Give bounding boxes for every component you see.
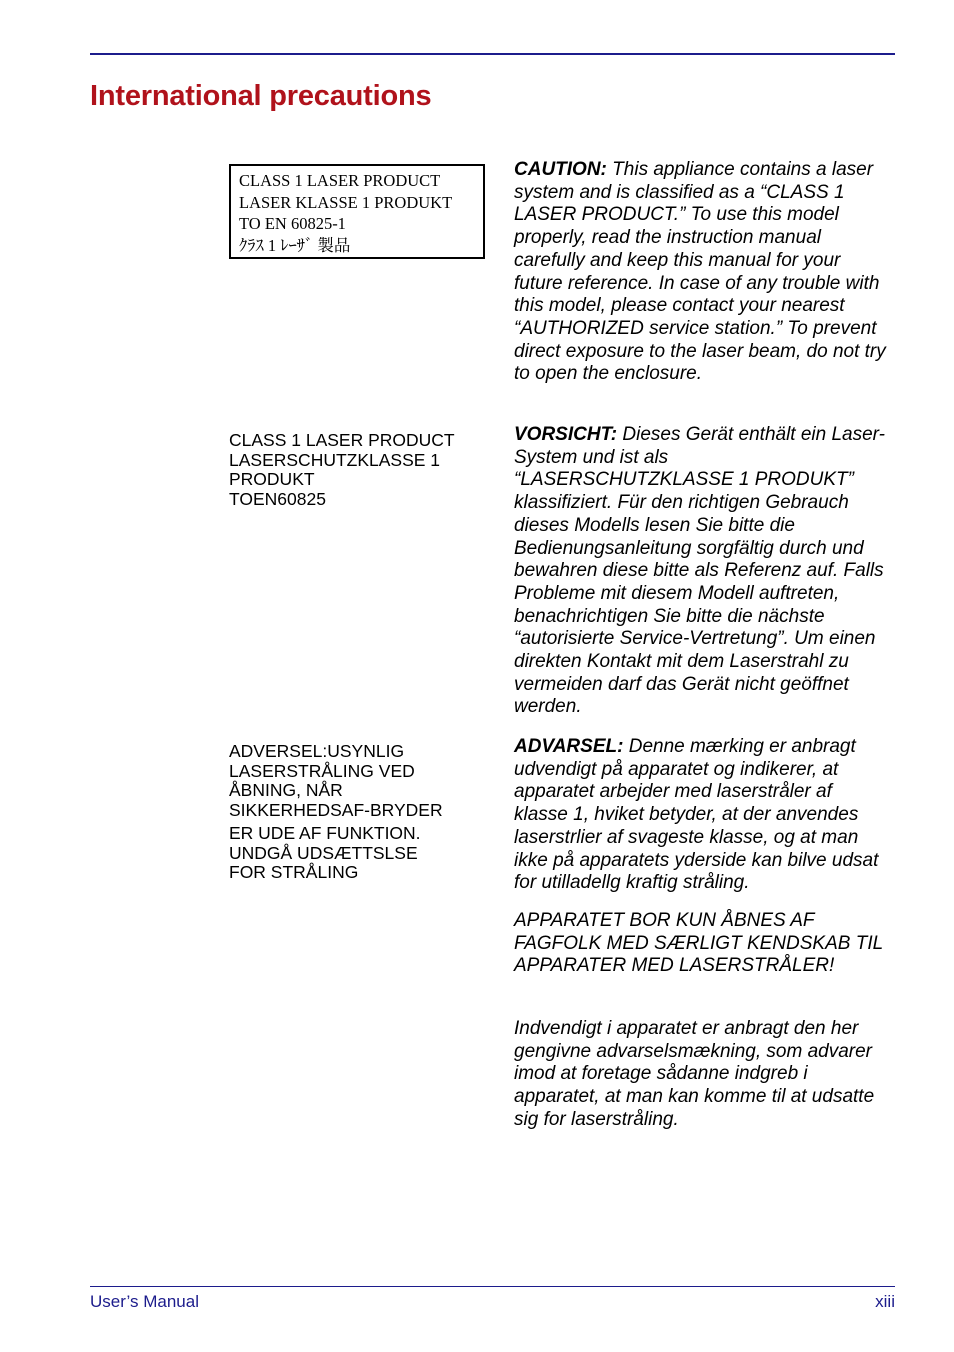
footer-manual-title: User’s Manual bbox=[90, 1292, 199, 1311]
danish-label-line: ÅBNING, NÅR bbox=[229, 780, 343, 800]
laser-label-line: LASER KLASSE 1 PRODUKT bbox=[239, 192, 453, 212]
advarsel-paragraph-2: APPARATET BOR KUN ÅBNES AF FAGFOLK MED SÆRLIGT KENDSKAB TIL APPARATER MED LASERSTRÅLER! bbox=[514, 910, 883, 977]
advarsel-paragraph-3: Indvendigt i apparatet er anbragt den her gengivne advarselsmækning, som advarer imod at foretage sådanne indgreb i apparatet, at man kan komme til at udsatte sig for laserstråling. bbox=[514, 1018, 875, 1130]
german-label-line: TOEN60825 bbox=[229, 488, 326, 509]
danish-label-line: ER UDE AF FUNKTION. bbox=[229, 823, 421, 843]
footer-rule bbox=[90, 1286, 895, 1287]
danish-label-line: LASERSTRÅLING VED bbox=[229, 760, 415, 781]
vorsicht-label: VORSICHT: bbox=[514, 424, 618, 445]
danish-label-line: UNDGÅ UDSÆTTSLSE bbox=[229, 842, 418, 863]
advarsel-paragraph bbox=[514, 736, 889, 895]
german-label bbox=[229, 431, 491, 509]
laser-label-box bbox=[229, 164, 485, 259]
header-rule bbox=[90, 53, 895, 55]
page-title: International precautions bbox=[90, 80, 432, 112]
german-label-line: LASERSCHUTZKLASSE 1 bbox=[229, 449, 441, 470]
laser-label-line: CLASS 1 LASER PRODUCT bbox=[239, 171, 441, 190]
german-label-line: PRODUKT bbox=[229, 469, 315, 489]
danish-label-line: SIKKERHEDSAF-BRYDER bbox=[229, 799, 443, 820]
caution-text: This appliance contains a laser system and is classified as a “CLASS 1 LASER PRODUCT.” To use this model properly, read the instruction manual carefully and keep this manual for your future reference. In case of any trouble with this model, please contact your nearest “AUTHORIZED service station.” To prevent direct exposure to the laser beam, do not try to open the enclosure. bbox=[514, 159, 886, 385]
vorsicht-paragraph bbox=[514, 424, 889, 719]
advarsel-label: ADVARSEL: bbox=[514, 736, 624, 757]
laser-label-line: ｸﾗｽ 1 ﾚｰｻﾞ 製品 bbox=[239, 235, 351, 255]
vorsicht-text: Dieses Gerät enthält ein Laser-System und ist als “LASERSCHUTZKLASSE 1 PRODUKT” klassifiziert. Für den richtigen Gebrauch dieses Modells lesen Sie bitte die Bedienungsanleitung sorgfältig durch und bewahren diese bitte als Referenz auf. Falls Probleme mit diesem Modell auftreten, benachrichtigen Sie bitte die nächste “autorisierte Service-Vertretung”. Um einen direkten Kontakt mit dem Laserstrahl zu vermeiden darf das Gerät nicht geöffnet werden. bbox=[514, 424, 885, 718]
danish-label-line: FOR STRÅLING bbox=[229, 862, 359, 882]
caution-paragraph bbox=[514, 159, 889, 386]
caution-label: CAUTION: bbox=[514, 159, 607, 180]
german-label-line: CLASS 1 LASER PRODUCT bbox=[229, 430, 455, 450]
laser-label-line: TO EN 60825-1 bbox=[239, 214, 346, 233]
footer-page-number: xiii bbox=[875, 1292, 895, 1311]
danish-label bbox=[229, 742, 491, 883]
advarsel-text: Denne mærking er anbragt udvendigt på apparatet og indikerer, at apparatet arbejder med laserstråler af klasse 1, hviket betyder, at der anvendes laserstrlier af svageste klasse, og at man ikke på apparatets yderside kan bilve udsat for utilladellg kraftig stråling. bbox=[514, 736, 879, 894]
danish-label-line: ADVERSEL:USYNLIG bbox=[229, 741, 405, 761]
